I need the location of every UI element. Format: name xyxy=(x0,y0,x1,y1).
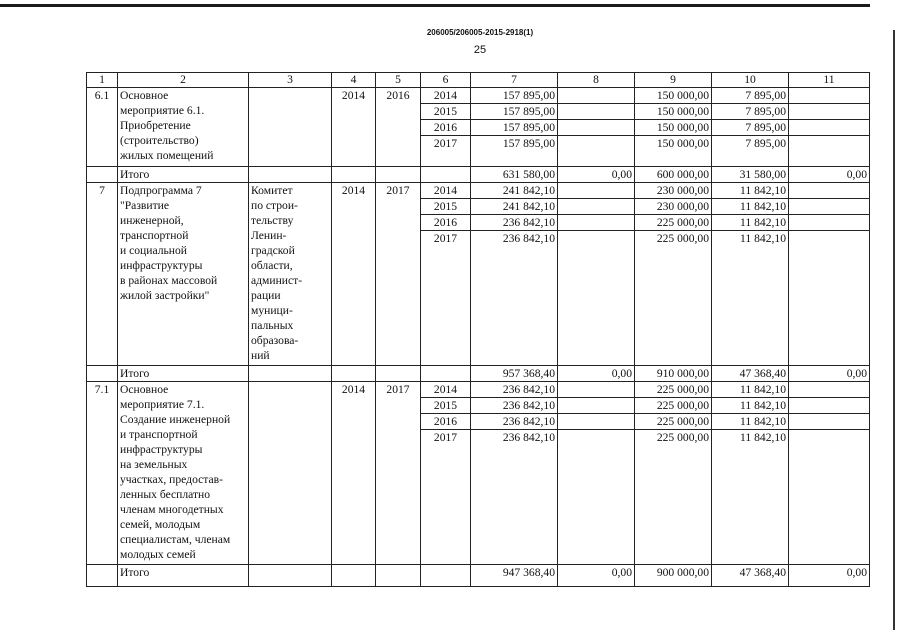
amount-cell-11 xyxy=(789,88,870,104)
item-name-line: семей, молодым xyxy=(120,518,201,531)
amount-cell-11 xyxy=(789,398,870,414)
item-name-line: транспортной xyxy=(120,229,189,242)
right-margin-rule xyxy=(893,30,895,630)
amount-cell-10: 7 895,00 xyxy=(712,88,789,104)
executor-line: образова- xyxy=(251,334,299,347)
end-year: 2017 xyxy=(376,382,421,565)
total-amount-cell: 957 368,40 xyxy=(471,366,558,382)
total-blank-cell xyxy=(421,167,471,183)
amount-cell-8 xyxy=(558,183,635,199)
amount-cell-8 xyxy=(558,414,635,430)
total-amount-cell: 947 368,40 xyxy=(471,565,558,587)
executor xyxy=(249,88,332,167)
item-name-line: и социальной xyxy=(120,244,187,257)
col-header: 11 xyxy=(789,73,870,88)
item-name-line: Подпрограмма 7 xyxy=(120,184,202,197)
start-year: 2014 xyxy=(332,88,376,167)
item-name-line: ленных бесплатно xyxy=(120,488,211,501)
executor-line: по строи- xyxy=(251,199,298,212)
item-name-line: жилых помещений xyxy=(120,149,214,162)
col-header: 9 xyxy=(635,73,712,88)
col-header: 8 xyxy=(558,73,635,88)
end-year: 2016 xyxy=(376,88,421,167)
item-name-line: и транспортной xyxy=(120,428,198,441)
amount-cell-9: 150 000,00 xyxy=(635,88,712,104)
item-name-line: Создание инженерной xyxy=(120,413,231,426)
total-amount-cell-10: 47 368,40 xyxy=(712,565,789,587)
total-amount-cell-9: 900 000,00 xyxy=(635,565,712,587)
total-amount-cell: 157 895,00 xyxy=(471,120,558,136)
amount-cell-9: 230 000,00 xyxy=(635,199,712,215)
amount-cell-9: 150 000,00 xyxy=(635,136,712,167)
total-blank-cell xyxy=(249,565,332,587)
total-amount-cell: 631 580,00 xyxy=(471,167,558,183)
executor-line: Комитет xyxy=(251,184,293,197)
item-name-line: инженерной, xyxy=(120,214,184,227)
executor-line: админист- xyxy=(251,274,303,287)
total-blank-cell xyxy=(376,167,421,183)
total-amount-cell: 236 842,10 xyxy=(471,398,558,414)
total-blank-cell xyxy=(249,366,332,382)
amount-cell-8 xyxy=(558,120,635,136)
item-name xyxy=(118,382,249,565)
budget-table xyxy=(86,72,870,587)
year-cell: 2017 xyxy=(421,136,471,167)
total-amount-cell-11: 0,00 xyxy=(789,366,870,382)
executor-line: тельству xyxy=(251,214,294,227)
total-amount-cell: 236 842,10 xyxy=(471,215,558,231)
amount-cell-8 xyxy=(558,199,635,215)
item-name-line: "Развитие xyxy=(120,199,170,212)
page-number: 25 xyxy=(473,44,487,56)
amount-cell-9: 230 000,00 xyxy=(635,183,712,199)
total-label: Итого xyxy=(118,167,249,183)
col-header: 1 xyxy=(87,73,118,88)
amount-cell-11 xyxy=(789,199,870,215)
amount-cell-11 xyxy=(789,231,870,366)
total-amount-cell-9: 910 000,00 xyxy=(635,366,712,382)
amount-cell-9: 225 000,00 xyxy=(635,398,712,414)
amount-cell-9: 225 000,00 xyxy=(635,430,712,565)
total-amount-cell: 236 842,10 xyxy=(471,414,558,430)
year-cell: 2017 xyxy=(421,231,471,366)
amount-cell-10: 11 842,10 xyxy=(712,183,789,199)
amount-cell-11 xyxy=(789,183,870,199)
total-blank-cell xyxy=(376,366,421,382)
amount-cell-9: 225 000,00 xyxy=(635,231,712,366)
table-row xyxy=(87,88,870,104)
amount-cell-11 xyxy=(789,136,870,167)
total-amount-cell: 236 842,10 xyxy=(471,231,558,366)
item-name-line: молодых семей xyxy=(120,548,196,561)
row-number: 7 xyxy=(87,183,118,366)
amount-cell-8 xyxy=(558,430,635,565)
year-cell: 2015 xyxy=(421,398,471,414)
total-amount-cell-11: 0,00 xyxy=(789,167,870,183)
year-cell: 2016 xyxy=(421,120,471,136)
amount-cell-10: 11 842,10 xyxy=(712,414,789,430)
start-year: 2014 xyxy=(332,382,376,565)
item-name-line: специалистам, членам xyxy=(120,533,231,546)
start-year: 2014 xyxy=(332,183,376,366)
total-amount-cell-8: 0,00 xyxy=(558,366,635,382)
document-code: 206005/206005-2015-2918(1) xyxy=(426,28,534,37)
header-row xyxy=(87,73,870,88)
total-blank-cell xyxy=(87,565,118,587)
total-amount-cell-10: 31 580,00 xyxy=(712,167,789,183)
amount-cell-8 xyxy=(558,398,635,414)
col-header: 3 xyxy=(249,73,332,88)
executor-line: ний xyxy=(251,349,270,362)
amount-cell-8 xyxy=(558,104,635,120)
year-cell: 2015 xyxy=(421,199,471,215)
total-amount-cell-11: 0,00 xyxy=(789,565,870,587)
col-header: 6 xyxy=(421,73,471,88)
year-cell: 2014 xyxy=(421,382,471,398)
total-blank-cell xyxy=(87,167,118,183)
total-row xyxy=(87,565,870,587)
total-amount-cell-9: 600 000,00 xyxy=(635,167,712,183)
executor-line: муници- xyxy=(251,304,293,317)
total-amount-cell: 241 842,10 xyxy=(471,199,558,215)
amount-cell-10: 11 842,10 xyxy=(712,398,789,414)
item-name-line: мероприятие 7.1. xyxy=(120,398,205,411)
row-number: 6.1 xyxy=(87,88,118,167)
item-name xyxy=(118,183,249,366)
executor-line: пальных xyxy=(251,319,294,332)
item-name-line: Основное xyxy=(120,89,169,102)
total-row xyxy=(87,167,870,183)
item-name-line: Приобретение xyxy=(120,119,191,132)
total-blank-cell xyxy=(421,565,471,587)
amount-cell-11 xyxy=(789,430,870,565)
executor xyxy=(249,183,332,366)
total-amount-cell: 157 895,00 xyxy=(471,136,558,167)
amount-cell-11 xyxy=(789,414,870,430)
amount-cell-8 xyxy=(558,88,635,104)
amount-cell-8 xyxy=(558,231,635,366)
amount-cell-10: 7 895,00 xyxy=(712,136,789,167)
total-blank-cell xyxy=(332,167,376,183)
col-header: 4 xyxy=(332,73,376,88)
total-blank-cell xyxy=(332,565,376,587)
amount-cell-11 xyxy=(789,104,870,120)
item-name-line: в районах массовой xyxy=(120,274,218,287)
row-number: 7.1 xyxy=(87,382,118,565)
item-name-line: на земельных xyxy=(120,458,188,471)
table-row xyxy=(87,183,870,199)
col-header: 10 xyxy=(712,73,789,88)
amount-cell-10: 11 842,10 xyxy=(712,382,789,398)
amount-cell-9: 225 000,00 xyxy=(635,382,712,398)
total-blank-cell xyxy=(249,167,332,183)
col-header: 2 xyxy=(118,73,249,88)
year-cell: 2015 xyxy=(421,104,471,120)
total-amount-cell-8: 0,00 xyxy=(558,565,635,587)
col-header: 7 xyxy=(471,73,558,88)
amount-cell-10: 11 842,10 xyxy=(712,199,789,215)
item-name xyxy=(118,88,249,167)
amount-cell-10: 7 895,00 xyxy=(712,120,789,136)
total-label: Итого xyxy=(118,366,249,382)
amount-cell-11 xyxy=(789,120,870,136)
year-cell: 2014 xyxy=(421,183,471,199)
total-amount-cell: 157 895,00 xyxy=(471,104,558,120)
total-amount-cell: 241 842,10 xyxy=(471,183,558,199)
amount-cell-8 xyxy=(558,136,635,167)
amount-cell-9: 150 000,00 xyxy=(635,120,712,136)
item-name-line: (строительство) xyxy=(120,134,199,147)
total-amount-cell-10: 47 368,40 xyxy=(712,366,789,382)
executor-line: градской xyxy=(251,244,295,257)
executor xyxy=(249,382,332,565)
item-name-line: Основное xyxy=(120,383,169,396)
amount-cell-8 xyxy=(558,215,635,231)
amount-cell-10: 11 842,10 xyxy=(712,231,789,366)
item-name-line: инфраструктуры xyxy=(120,259,203,272)
total-blank-cell xyxy=(87,366,118,382)
amount-cell-8 xyxy=(558,382,635,398)
amount-cell-10: 7 895,00 xyxy=(712,104,789,120)
amount-cell-10: 11 842,10 xyxy=(712,215,789,231)
executor-line: Ленин- xyxy=(251,229,287,242)
total-row xyxy=(87,366,870,382)
amount-cell-9: 225 000,00 xyxy=(635,414,712,430)
amount-cell-11 xyxy=(789,215,870,231)
amount-cell-9: 150 000,00 xyxy=(635,104,712,120)
item-name-line: жилой застройки" xyxy=(120,289,210,302)
year-cell: 2017 xyxy=(421,430,471,565)
total-blank-cell xyxy=(421,366,471,382)
table-row xyxy=(87,382,870,398)
year-cell: 2016 xyxy=(421,414,471,430)
total-blank-cell xyxy=(376,565,421,587)
total-amount-cell: 236 842,10 xyxy=(471,382,558,398)
col-header: 5 xyxy=(376,73,421,88)
end-year: 2017 xyxy=(376,183,421,366)
top-rule xyxy=(0,4,870,7)
total-blank-cell xyxy=(332,366,376,382)
total-label: Итого xyxy=(118,565,249,587)
executor-line: области, xyxy=(251,259,293,272)
year-cell: 2016 xyxy=(421,215,471,231)
total-amount-cell: 236 842,10 xyxy=(471,430,558,565)
item-name-line: членам многодетных xyxy=(120,503,224,516)
total-amount-cell: 157 895,00 xyxy=(471,88,558,104)
amount-cell-10: 11 842,10 xyxy=(712,430,789,565)
total-amount-cell-8: 0,00 xyxy=(558,167,635,183)
amount-cell-11 xyxy=(789,382,870,398)
item-name-line: мероприятие 6.1. xyxy=(120,104,205,117)
item-name-line: инфраструктуры xyxy=(120,443,203,456)
year-cell: 2014 xyxy=(421,88,471,104)
amount-cell-9: 225 000,00 xyxy=(635,215,712,231)
executor-line: рации xyxy=(251,289,281,302)
item-name-line: участках, предостав- xyxy=(120,473,223,486)
